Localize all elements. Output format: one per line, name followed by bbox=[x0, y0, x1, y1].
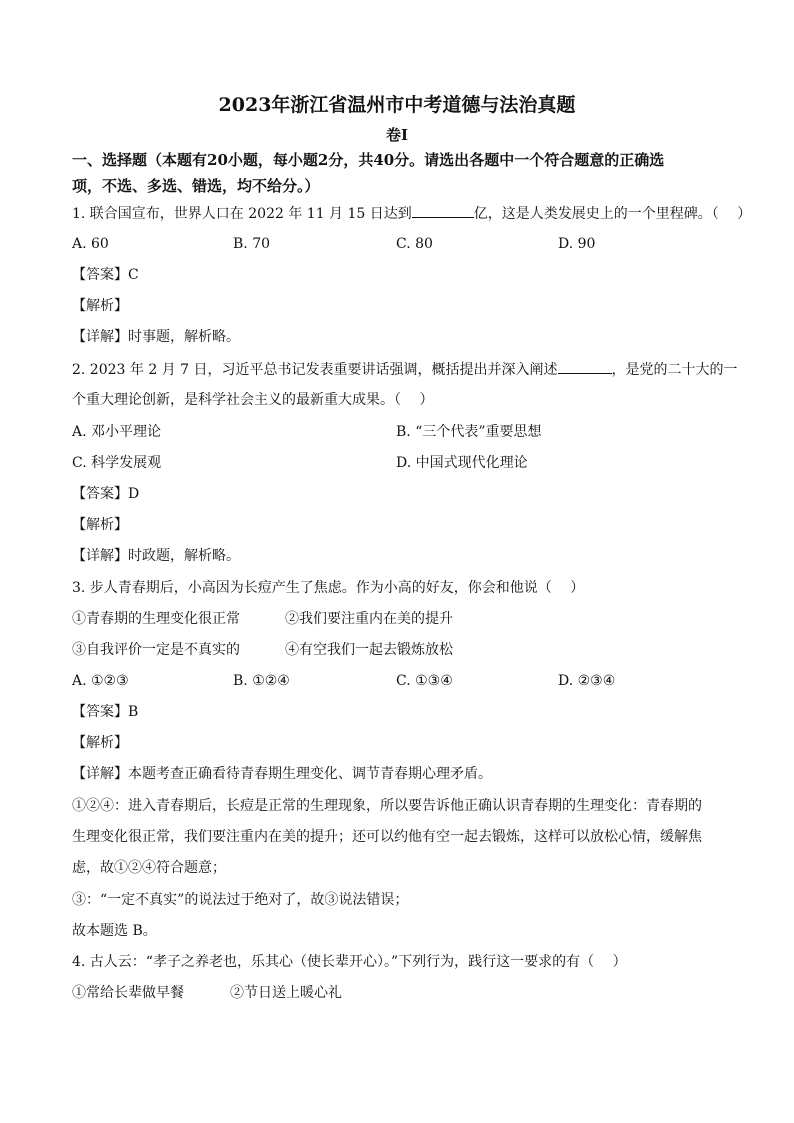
answer-blank bbox=[412, 203, 474, 218]
question-1-stem-part-b: 亿，这是人类发展史上的一个里程碑。（ ） bbox=[473, 206, 752, 222]
question-1-option-c: C. 80 bbox=[396, 236, 433, 252]
question-1-option-a: A. 60 bbox=[72, 236, 109, 252]
question-4-item-1: ①常给长辈做早餐 bbox=[72, 985, 184, 1001]
question-3-item-2: ②我们要注重内在美的提升 bbox=[285, 611, 453, 627]
question-4-item-2: ②节日送上暖心礼 bbox=[230, 985, 342, 1001]
question-3-explanation-line2: 生理变化很正常，我们要注重内在美的提升；还可以约他有空一起去锻炼，这样可以放松心情，缓解焦 bbox=[72, 829, 702, 845]
question-3-option-b: B. ①②④ bbox=[233, 673, 290, 689]
section-heading-line2: 项，不选、多选、错选，均不给分。） bbox=[72, 177, 320, 195]
question-1-stem-part-a: 1. 联合国宣布，世界人口在 2022 年 11 月 15 日达到 bbox=[72, 206, 412, 222]
question-1-detail: 【详解】时事题，解析略。 bbox=[72, 329, 240, 345]
question-2-answer: 【答案】D bbox=[72, 486, 140, 502]
question-2-stem-line2: 个重大理论创新，是科学社会主义的最新重大成果。（ ） bbox=[72, 392, 434, 408]
question-3-option-c: C. ①③④ bbox=[396, 673, 453, 689]
question-2-stem-part-a: 2. 2023 年 2 月 7 日，习近平总书记发表重要讲话强调，概括提出并深入阐述 bbox=[72, 362, 558, 378]
question-3-option-d: D. ②③④ bbox=[558, 673, 616, 689]
question-2-option-a: A. 邓小平理论 bbox=[72, 424, 162, 440]
question-3-explanation-line3: 虑，故①②④符合题意； bbox=[72, 860, 226, 876]
question-3-explanation-line1: ①②④：进入青春期后，长痘是正常的生理现象，所以要告诉他正确认识青春期的生理变化：青春期的 bbox=[72, 798, 702, 814]
page-title: 2023年浙江省温州市中考道德与法治真题 bbox=[218, 94, 576, 116]
question-1-option-d: D. 90 bbox=[558, 236, 596, 252]
question-3-answer: 【答案】B bbox=[72, 704, 139, 720]
question-3-stem: 3. 步人青春期后，小高因为长痘产生了焦虑。作为小高的好友，你会和他说（ ） bbox=[72, 580, 585, 596]
question-2-stem-line1 bbox=[72, 359, 738, 380]
question-2-analysis: 【解析】 bbox=[72, 517, 128, 533]
question-3-option-a: A. ①②③ bbox=[72, 673, 129, 689]
question-1-analysis: 【解析】 bbox=[72, 298, 128, 314]
page-subtitle: 卷Ⅰ bbox=[385, 126, 409, 144]
question-2-option-c: C. 科学发展观 bbox=[72, 455, 162, 471]
question-3-conclusion: 故本题选 B。 bbox=[72, 923, 157, 939]
question-3-item-3: ③自我评价一定是不真实的 bbox=[72, 642, 240, 658]
question-3-detail: 【详解】本题考查正确看待青春期生理变化、调节青春期心理矛盾。 bbox=[72, 766, 492, 782]
answer-blank bbox=[558, 359, 612, 374]
question-1-answer: 【答案】C bbox=[72, 267, 139, 283]
question-2-option-b: B. “三个代表”重要思想 bbox=[396, 424, 542, 440]
section-heading-line1: 一、选择题（本题有20小题，每小题2分，共40分。请选出各题中一个符合题意的正确选 bbox=[72, 151, 665, 169]
question-2-detail: 【详解】时政题，解析略。 bbox=[72, 548, 240, 564]
question-3-item-4: ④有空我们一起去锻炼放松 bbox=[285, 642, 453, 658]
question-3-explanation-line4: ③：“一定不真实”的说法过于绝对了，故③说法错误； bbox=[72, 892, 409, 908]
question-4-stem: 4. 古人云：“孝子之养老也，乐其心（使长辈开心）。”下列行为，践行这一要求的有（ ） bbox=[72, 954, 627, 970]
question-3-analysis: 【解析】 bbox=[72, 735, 128, 751]
question-2-stem-part-b: ，是党的二十大的一 bbox=[611, 362, 738, 378]
question-1-option-b: B. 70 bbox=[233, 236, 271, 252]
question-3-item-1: ①青春期的生理变化很正常 bbox=[72, 611, 240, 627]
question-2-option-d: D. 中国式现代化理论 bbox=[396, 455, 528, 471]
question-1-stem bbox=[72, 203, 752, 224]
